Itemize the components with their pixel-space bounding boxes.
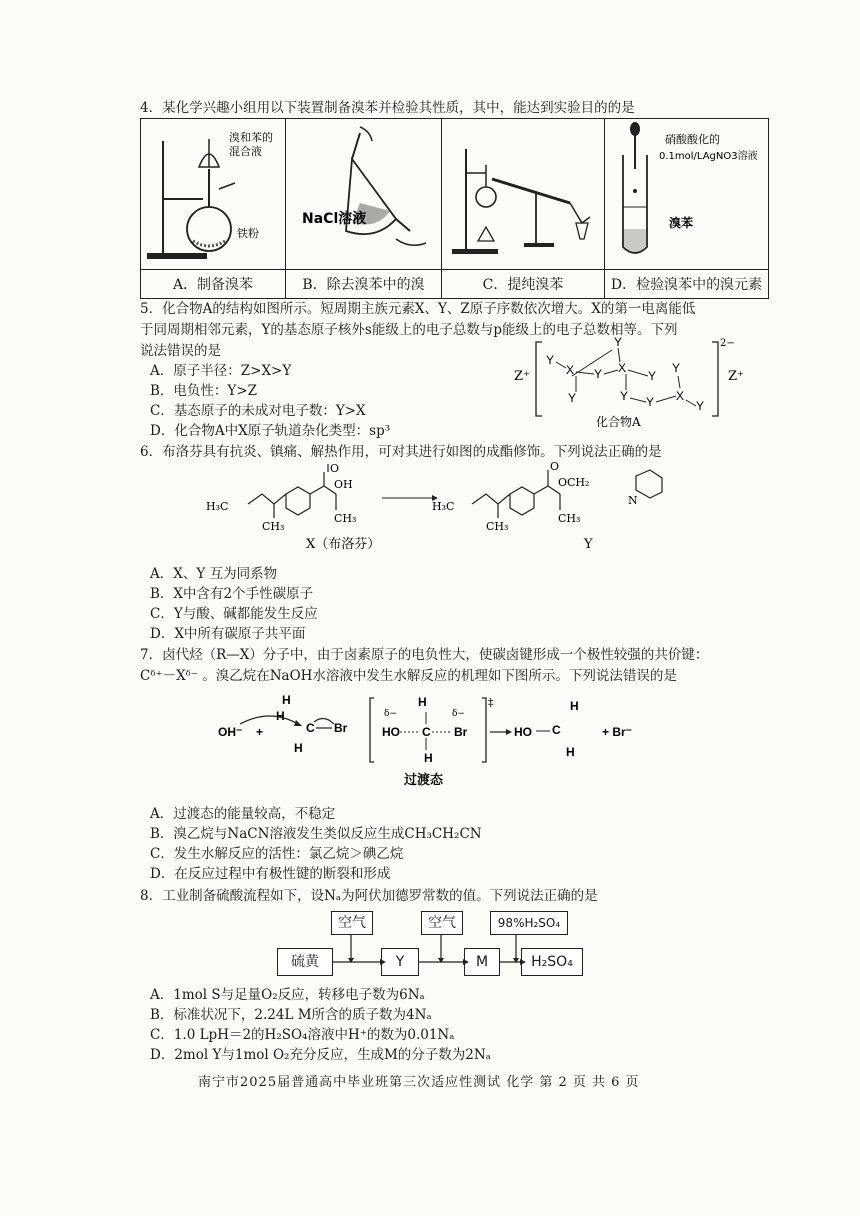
y-h3c: H₃C (432, 500, 455, 513)
x-o: O (330, 462, 340, 475)
q5-option-b: B．电负性：Y>Z (150, 383, 258, 399)
y-och2: OCH₂ (558, 476, 590, 489)
q6-option-d: D．X中所有碳原子共平面 (150, 626, 306, 642)
x-ch3: CH₃ (262, 520, 285, 533)
x-ch3-alpha: CH₃ (334, 512, 357, 525)
x-h3c: H₃C (206, 500, 229, 513)
bromide: + Br⁻ (602, 725, 633, 739)
apparatus-d-drawing (605, 119, 768, 265)
q7-stem-1: 7．卤代烃（R—X）分子中，由于卤素原子的电负性大，使碳卤键形成一个极性较强的共价键： (140, 647, 709, 663)
ts-h-bottom: H (424, 751, 433, 765)
label-acidified: 硝酸酸化的 (665, 133, 720, 146)
h-bottom: H (294, 741, 303, 755)
caption-c: C．提纯溴苯 (442, 270, 605, 299)
y-pyridine-n: N (628, 494, 638, 507)
svg-text:Y: Y (546, 353, 555, 367)
flow-air-1: 空气 (331, 911, 373, 935)
q8-option-a: A．1mol S与足量O₂反应，转移电子数为6Nₐ (150, 987, 425, 1003)
svg-text:Y: Y (646, 395, 655, 409)
flow-air-2: 空气 (421, 911, 463, 935)
ts-ho: HO (382, 725, 400, 739)
y-ch3-alpha: CH₃ (558, 512, 581, 525)
hydroxide: OH⁻ (218, 725, 243, 739)
q5-option-c: C．基态原子的未成对电子数：Y>X (150, 403, 366, 419)
svg-text:Y: Y (614, 335, 623, 349)
svg-text:Y: Y (696, 399, 705, 413)
q5-option-a: A．原子半径：Z>X>Y (150, 363, 292, 379)
q6-option-a: A．X、Y 互为同系物 (150, 566, 278, 582)
ibuprofen-scheme (200, 460, 700, 560)
z-cation-right: Z⁺ (728, 369, 744, 384)
product-carbon: C (552, 723, 561, 737)
ts-h-top: H (418, 695, 427, 709)
q7-option-c: C．发生水解反应的活性：氯乙烷＞碘乙烷 (150, 846, 404, 862)
compound-a-caption: 化合物A (596, 415, 641, 429)
x-oh: OH (334, 478, 353, 491)
q7-option-d: D．在反应过程中有极性键的断裂和形成 (150, 866, 391, 882)
page-footer: 南宁市2025届普通高中毕业班第三次适应性测试 化学 第 2 页 共 6 页 (198, 1075, 640, 1090)
svg-text:Y: Y (594, 367, 603, 381)
svg-text:X: X (618, 361, 627, 375)
flow-product: H₂SO₄ (521, 948, 583, 976)
charge-label: 2− (720, 338, 735, 349)
ts-carbon: C (422, 725, 431, 739)
q4-apparatus-table (140, 118, 769, 299)
label-mix: 溴和苯的 (229, 131, 273, 144)
y-o: O (550, 460, 560, 473)
svg-text:Y: Y (648, 369, 657, 383)
apparatus-b-drawing (286, 119, 441, 265)
carbon-1: C (306, 721, 315, 735)
product-ho: HO (514, 725, 532, 739)
caption-d: D．检验溴苯中的溴元素 (605, 270, 769, 299)
transition-state-label: 过渡态 (404, 773, 444, 788)
ts-bromine: Br (454, 725, 468, 739)
apparatus-c (442, 119, 605, 270)
compound-a-structure (506, 332, 776, 432)
apparatus-a-drawing (141, 119, 285, 265)
q5-stem-3: 说法错误的是 (140, 343, 221, 359)
q6-option-c: C．Y与酸、碱都能发生反应 (150, 606, 318, 622)
q7-stem-2: Cᵟ⁺－Xᵟ⁻ 。溴乙烷在NaOH水溶液中发生水解反应的机理如下图所示。下列说法错误的是 (140, 668, 677, 684)
q8-option-b: B．标准状况下，2.24L M所含的质子数为4Nₐ (150, 1007, 432, 1023)
apparatus-b (286, 119, 442, 270)
y-caption: Y (584, 537, 593, 552)
q8-option-d: D．2mol Y与1mol O₂充分反应，生成M的分子数为2Nₐ (150, 1047, 491, 1063)
delta-left: δ− (384, 709, 397, 719)
svg-text:Y: Y (568, 391, 577, 405)
label-agno3: 0.1mol/LAgNO3溶液 (659, 151, 758, 162)
q6-stem: 6．布洛芬具有抗炎、镇痛、解热作用，可对其进行如图的成酯修饰。下列说法正确的是 (140, 444, 662, 460)
product-h-top: H (570, 699, 579, 713)
flow-y: Y (381, 948, 419, 976)
caption-a: A．制备溴苯 (141, 270, 286, 299)
flow-arrows (270, 930, 600, 970)
svg-text:Y: Y (620, 389, 629, 403)
q7-option-a: A．过渡态的能量较高，不稳定 (150, 806, 336, 822)
svg-text:X: X (676, 389, 685, 403)
bromine-1: Br (334, 721, 348, 735)
apparatus-d (605, 119, 769, 270)
q8-stem: 8．工业制备硫酸流程如下，设Nₐ为阿伏加德罗常数的值。下列说法正确的是 (140, 888, 598, 904)
delta-right: δ− (452, 709, 465, 719)
label-nacl-solution: NaCl溶液 (302, 211, 367, 227)
z-cation-left: Z⁺ (514, 369, 530, 384)
y-ch3: CH₃ (486, 520, 509, 533)
label-bromobenzene: 溴苯 (669, 216, 694, 230)
h-left: H (276, 709, 285, 723)
svg-text:Y: Y (672, 361, 681, 375)
dagger: ‡ (488, 696, 494, 709)
apparatus-a (141, 119, 286, 270)
x-caption: X（布洛芬） (306, 537, 381, 552)
svg-text:X: X (566, 363, 575, 377)
q7-option-b: B．溴乙烷与NaCN溶液发生类似反应生成CH₃CH₂CN (150, 826, 482, 842)
caption-b: B．除去溴苯中的溴 (286, 270, 442, 299)
q5-stem-1: 5．化合物A的结构如图所示。短周期主族元素X、Y、Z原子序数依次增大。X的第一电离能低 (140, 301, 696, 317)
plus-1: + (256, 725, 264, 739)
q6-option-b: B．X中含有2个手性碳原子 (150, 586, 314, 602)
apparatus-c-drawing (442, 119, 604, 265)
label-iron-powder: 铁粉 (237, 227, 259, 240)
label-mix2: 混合液 (229, 145, 262, 158)
sn2-mechanism (210, 684, 660, 794)
product-h-bottom: H (566, 745, 575, 759)
flow-acid: 98%H₂SO₄ (490, 911, 568, 935)
q5-stem-2: 于同周期相邻元素，Y的基态原子核外s能级上的电子总数与p能级上的电子总数相等。下列 (140, 322, 678, 338)
flow-sulfur: 硫黄 (277, 948, 333, 976)
q8-option-c: C．1.0 LpH＝2的H₂SO₄溶液中H⁺的数为0.01Nₐ (150, 1027, 455, 1043)
q5-option-d: D．化合物A中X原子轨道杂化类型：sp³ (150, 423, 391, 439)
flow-m: M (464, 948, 500, 976)
h-top: H (282, 693, 291, 707)
q4-stem: 4．某化学兴趣小组用以下装置制备溴苯并检验其性质，其中，能达到实验目的的是 (140, 100, 635, 116)
